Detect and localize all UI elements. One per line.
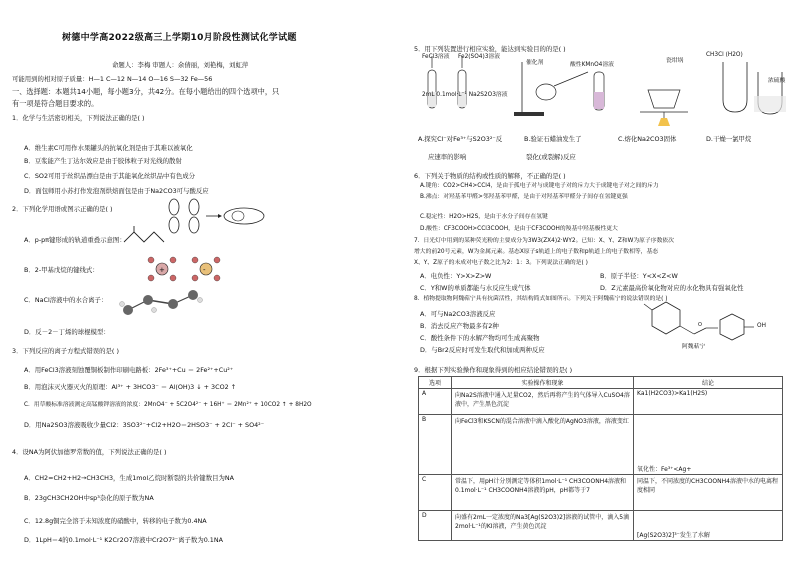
q1-option-a: A．维生素C可用作水果罐头的抗氧化剂是由于其难以被氧化: [24, 144, 193, 152]
q5-label-h2so4: 浓硫酸: [768, 78, 786, 84]
q8-option-d: D．与Br2反应时可发生取代和加成两种反应: [420, 346, 545, 354]
q4-stem: 4．设NA为阿伏加德罗常数的值，下列说法正确的是( ): [12, 448, 167, 456]
page-title: 树德中学高2022级高三上学期10月阶段性测试化学试题: [62, 33, 297, 43]
row-option: C: [419, 475, 452, 511]
atomic-mass: 可能用到的相对原子质量：H—1 C—12 N—14 O—16 S—32 Fe—56: [12, 75, 213, 83]
q2-stem: 2．下列化学用语或图示正确的是( ): [12, 205, 113, 213]
q5-option-b: B.验证石蜡油发生了: [524, 135, 582, 143]
q1-option-b: B．豆浆能产生丁达尔效应是由于胶体粒子对光线的散射: [24, 157, 182, 165]
row-conclusion: [Ag(S2O3)2]³⁻发生了水解: [634, 511, 783, 541]
q4-option-c: C．12.8g铜完全溶于未知浓度的硝酸中，转移的电子数为0.4NA: [24, 517, 207, 525]
q4-option-b: B．23gCH3CH2OH中sp³杂化的原子数为NA: [24, 494, 154, 502]
q5-stem: 5．用下列装置进行相应实验，能达到实验目的的是( ): [414, 45, 566, 53]
trans-2-butene-model: [118, 290, 208, 318]
row-conclusion: 氧化性：Fe³⁺<Ag+: [634, 415, 783, 475]
header-conclusion: 结论: [634, 377, 783, 389]
row-conclusion: Ka1(H2CO3)>Ka1(H2S): [634, 389, 783, 415]
section-heading: 一、选择题：本题共14小题，每小题3分，共42分。在每小题给出的四个选项中，只: [12, 87, 280, 96]
q6-stem: 6．下列关于物质的结构或性质的解释，不正确的是( ): [414, 172, 566, 180]
q5-option-a-cont: 应速率的影响: [428, 153, 467, 161]
hydrated-ions-figure: [140, 252, 230, 286]
svg-text:+: +: [159, 266, 165, 274]
q2-option-c: C．NaCl溶液中的水合离子：: [24, 296, 108, 304]
q5-label-crucible: 瓷坩埚: [666, 58, 684, 64]
q2-option-a: A．p-pπ键形成的轨道重叠示意图：: [24, 236, 126, 244]
row-option: A: [419, 389, 452, 415]
table-header-row: [419, 377, 783, 389]
q7-stem-3: X、Y、Z原子的未成对电子数之比为2：1：3。下列说法正确的是( ): [414, 260, 588, 266]
q7-option-c: C．Y和W的单质都能与水反应生成气体: [420, 284, 531, 292]
row-option: B: [419, 415, 452, 475]
q6-option-c: C.稳定性：H2O>H2S，是由于水分子间存在氢键: [420, 214, 548, 220]
q2-option-b: B．2-甲基戊烷的键线式：: [24, 266, 99, 274]
q3-stem: 3．下列反应的离子方程式错误的是( ): [12, 347, 119, 355]
q8-molecule-label: 阿魏萜宁: [682, 344, 706, 350]
q5-option-b-cont: 裂化(或裂解)反应: [526, 153, 576, 161]
q3-option-c: C．用草酸标准溶液测定高锰酸钾溶液的浓度：2MnO4⁻ + 5C2O4²⁻ + 16H⁺ ＝ 2Mn²⁺ + 10CO2 ↑ + 8H2O: [24, 402, 312, 408]
table-row: [419, 511, 783, 541]
section-heading-2: 有一项是符合题目要求的。: [12, 99, 99, 108]
row-operation: 常温下，用pH计分别测定等体积1mol·L⁻¹ CH3COONH4溶液和0.1mol·L⁻¹ CH3COONH4溶液的pH，pH都等于7: [452, 475, 634, 511]
q1-option-c: C．SO2可用于丝织品漂白是由于其能氧化丝织品中有色成分: [24, 172, 195, 180]
q5-label-catalyst: 催化剂: [526, 60, 544, 66]
q3-option-a: A．用FeCl3溶液刻蚀覆铜板制作印刷电路板：2Fe³⁺+Cu ＝ 2Fe²⁺+Cu²⁺: [24, 366, 234, 374]
q4-option-a: A．CH2=CH2+H2→CH3CH3，生成1mol乙烷时断裂的共价键数目为NA: [24, 474, 235, 482]
q7-option-d: D．Z元素最高价氧化物对应的水化物具有强氧化性: [600, 284, 744, 292]
q7-option-b: B．原子半径：Y<X<Z<W: [600, 272, 678, 280]
q3-option-d: D．用Na2SO3溶液吸收少量Cl2：3SO3²⁻+Cl2+H2O＝2HSO3⁻ + 2Cl⁻ + SO4²⁻: [24, 421, 265, 429]
q6-option-b: B.沸点：对羟基苯甲醛>邻羟基苯甲醛，是由于对羟基苯甲醛分子间存在氢键更强: [420, 194, 628, 200]
q6-option-a: A.键角：CO2>CH4>CCl4，是由于孤电子对与成键电子对的斥力大于成键电子对之间的斥力: [420, 183, 659, 189]
row-operation: 向Na2S溶液中通入足量CO2，然后再将产生的气体导入CuSO4溶液中，产生黑色沉淀: [452, 389, 634, 415]
q1-option-d: D．面包师用小苏打作发泡剂烘焙面包是由于Na2CO3可与酸反应: [24, 187, 209, 195]
q3-option-b: B．用泡沫灭火器灭火的原理：Al³⁺ + 3HCO3⁻ ＝ Al(OH)3 ↓ + 3CO2 ↑: [24, 383, 237, 391]
q5-label-kmno4: 酸性KMnO4溶液: [570, 62, 614, 68]
q8-option-a: A．可与Na2CO3溶液反应: [420, 310, 496, 318]
table-row: [419, 475, 783, 511]
table-row: [419, 389, 783, 415]
q8-option-b: B．消去反应产物最多有2种: [420, 322, 499, 330]
q5-label-fe2so4: Fe2(SO4)3溶液: [458, 54, 501, 60]
svg-text:-: -: [203, 266, 206, 274]
q8-option-c: C．酸性条件下的水解产物均可生成高聚物: [420, 334, 540, 342]
q8-stem: 8．植物提取物阿魏萜宁具有抗菌活性，其结构简式如图所示。下列关于阿魏萜宁的说法错误的是( ): [414, 296, 668, 302]
header-option: 选项: [419, 377, 452, 389]
row-option: D: [419, 511, 452, 541]
q6-option-d: D.酸性：CF3COOH>CCl3COOH，是由于CF3COOH的羧基中羟基极性更大: [420, 226, 618, 232]
q9-stem: 9．根据下列实验操作和现象得到的相应结论错误的是( ): [414, 366, 573, 374]
svg-text:O: O: [698, 322, 702, 328]
q2-option-d: D．反－2－丁烯的球棍模型：: [24, 328, 110, 336]
q7-stem-2: 增大的前20号元素，W为金属元素。基态X原子s轨道上的电子数和p轨道上的电子数相等，基态: [414, 249, 659, 255]
q1-stem: 1．化学与生活密切相关，下列说法正确的是( ): [12, 114, 145, 122]
q5-option-c: C.熔化Na2CO3固体: [618, 135, 677, 143]
header-operation: 实验操作和现象: [452, 377, 634, 389]
q8-hydroxyl-label: OH: [757, 323, 766, 329]
q5-label-na2s2o3: 2mL 0.1mol·L⁻¹ Na2S2O3溶液: [422, 92, 508, 98]
q9-table: [418, 376, 783, 541]
table-row: [419, 415, 783, 475]
methylpentane-skeleton: [120, 226, 180, 248]
q4-option-d: D．1LpH＝4的0.1mol·L⁻¹ K2Cr2O7溶液中Cr2O7²⁻离子数为0.1NA: [24, 536, 224, 544]
q5-label-fecl3: FeCl3溶液: [422, 54, 450, 60]
q7-stem: 7．日光灯中用到的某种荧光粉的主要成分为3W3(ZX4)2·WY2。已知：X、Y、Z和W为原子序数依次: [414, 238, 674, 244]
row-conclusion: 同温下，不同浓度的CH3COONH4溶液中水的电离程度相同: [634, 475, 783, 511]
q5-option-d: D.干燥一氯甲烷: [706, 135, 752, 143]
authors: 命题人：李梅 审题人：余倩丽，刘艳梅，刘虹萍: [112, 61, 249, 69]
q5-option-a: A.探究Cl⁻对Fe³⁺与S2O3²⁻反: [418, 135, 503, 143]
q7-option-a: A．电负性：Y>X>Z>W: [420, 272, 492, 280]
row-operation: 向FeCl3和KSCN的混合溶液中滴入酸化的AgNO3溶液，溶液变红: [452, 415, 634, 475]
q5-label-ch3cl: CH3Cl (H2O): [706, 52, 743, 58]
row-operation: 向盛有2mL一定浓度的Na3[Ag(S2O3)2]溶液的试管中，滴入5滴2mol·L⁻¹的KI溶液，产生黄色沉淀: [452, 511, 634, 541]
